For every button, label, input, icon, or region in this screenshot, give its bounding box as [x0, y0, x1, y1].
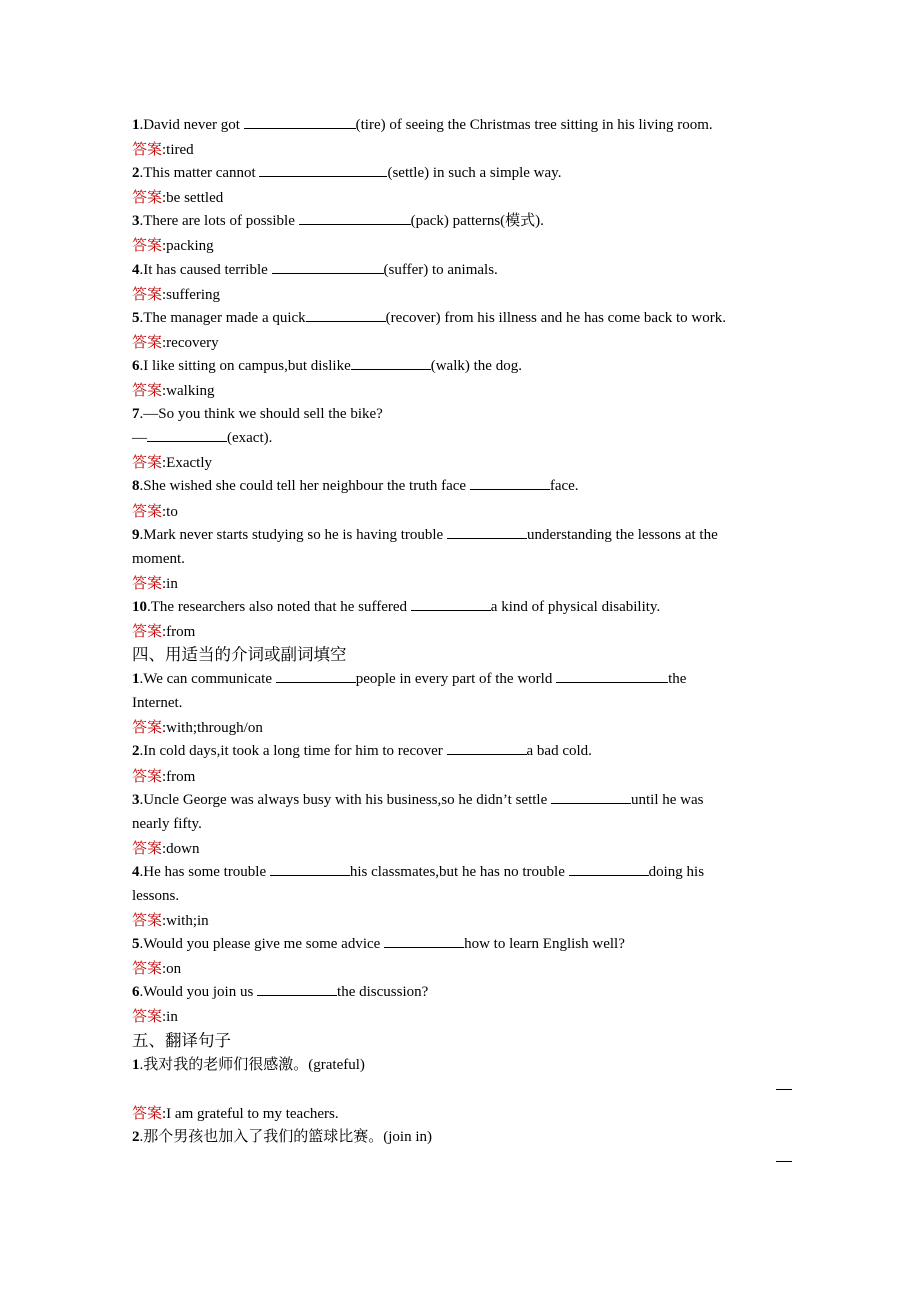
- answer-line: [132, 908, 792, 932]
- answer-text: :in: [162, 575, 178, 592]
- question-text: nearly fifty.: [132, 815, 202, 832]
- question-number: 3: [132, 791, 140, 808]
- answer-label: 答案: [132, 718, 163, 737]
- question-number: 2: [132, 165, 140, 182]
- answer-label: 答案: [132, 381, 163, 400]
- question-number: 6: [132, 357, 140, 374]
- question-text: doing his: [648, 863, 705, 880]
- answer-label: 答案: [132, 284, 163, 303]
- answer-blank: [470, 475, 550, 490]
- answer-line: [132, 619, 792, 643]
- question-text: .Mark never starts studying so he is having trouble: [139, 526, 447, 543]
- answer-label: 答案: [132, 1007, 163, 1026]
- answer-label: 答案: [132, 453, 163, 472]
- answer-blank: [384, 933, 464, 948]
- answer-blank: [259, 162, 387, 177]
- question-line: [132, 523, 792, 547]
- section-heading: 四、用适当的介词或副词填空: [132, 645, 347, 665]
- answer-label: 答案: [132, 766, 163, 785]
- answer-blank: [351, 355, 431, 370]
- answer-blank: [411, 596, 491, 611]
- question-line: [132, 932, 792, 956]
- answer-text: :tired: [162, 142, 194, 159]
- question-line: [132, 1053, 792, 1077]
- question-line: [132, 306, 792, 330]
- answer-label: 答案: [132, 332, 163, 351]
- question-text: .In cold days,it took a long time for him to recover: [139, 743, 447, 760]
- answer-blank: [244, 114, 356, 129]
- question-line: [132, 667, 792, 691]
- answer-line: [132, 715, 792, 739]
- answer-label: 答案: [132, 501, 163, 520]
- question-text: .Would you join us: [139, 984, 258, 1001]
- answer-text: :from: [162, 768, 196, 785]
- question-number: 3: [132, 213, 140, 230]
- question-line: [132, 980, 792, 1004]
- answer-line: [132, 956, 792, 980]
- answer-line: [132, 450, 792, 474]
- question-number: 2: [132, 1128, 140, 1145]
- question-number: 7: [132, 406, 140, 423]
- question-text: .那个男孩也加入了我们的篮球比赛。(join in): [139, 1128, 432, 1145]
- question-text: (recover) from his illness and he has come back to work.: [385, 309, 726, 326]
- question-text: .We can communicate: [139, 671, 276, 688]
- question-text: the discussion?: [337, 984, 429, 1001]
- answer-text: :Exactly: [162, 455, 212, 472]
- question-text: (suffer) to animals.: [383, 261, 498, 278]
- answer-label: 答案: [132, 959, 163, 978]
- question-line: [132, 547, 792, 571]
- answer-writing-line: [132, 1149, 792, 1173]
- question-line: [132, 884, 792, 908]
- answer-blank: [257, 981, 337, 996]
- question-number: 5: [132, 309, 140, 326]
- answer-text: :from: [162, 623, 196, 640]
- answer-line: [132, 378, 792, 402]
- question-text: .—So you think we should sell the bike?: [139, 406, 383, 423]
- question-text: (pack) patterns(模式).: [410, 213, 544, 230]
- question-text: a kind of physical disability.: [490, 598, 661, 615]
- question-number: 1: [132, 1056, 140, 1073]
- question-text: .It has caused terrible: [139, 261, 272, 278]
- question-number: 2: [132, 743, 140, 760]
- question-line: [132, 691, 792, 715]
- answer-text: :with;through/on: [162, 720, 263, 737]
- answer-text: :down: [162, 840, 200, 857]
- question-text: .She wished she could tell her neighbour the truth face: [139, 478, 470, 495]
- question-text: .Uncle George was always busy with his business,so he didn’t settle: [139, 791, 551, 808]
- answer-label: 答案: [132, 621, 163, 640]
- worksheet-page: [132, 113, 792, 1173]
- question-text: (exact).: [227, 430, 273, 447]
- question-text: until he was: [630, 791, 704, 808]
- question-text: .He has some trouble: [139, 863, 270, 880]
- answer-line: [132, 764, 792, 788]
- answer-blank: [569, 861, 649, 876]
- question-text: (settle) in such a simple way.: [387, 165, 562, 182]
- question-line: [132, 161, 792, 185]
- answer-line: [132, 836, 792, 860]
- answer-line: [132, 1004, 792, 1028]
- answer-line: [132, 282, 792, 306]
- line-end-mark: [776, 1161, 792, 1162]
- answer-text: :on: [162, 961, 182, 978]
- answer-text: :packing: [162, 238, 214, 255]
- question-number: 9: [132, 526, 140, 543]
- answer-writing-line: [132, 1077, 792, 1101]
- question-number: 10: [132, 598, 147, 615]
- question-line: [132, 788, 792, 812]
- question-number: 4: [132, 261, 140, 278]
- question-number: 1: [132, 117, 140, 133]
- answer-text: :with;in: [162, 913, 209, 930]
- question-line: [132, 426, 792, 450]
- question-text: .Would you please give me some advice: [139, 936, 385, 953]
- question-text: .This matter cannot: [139, 165, 260, 182]
- answer-label: 答案: [132, 140, 163, 159]
- answer-line: [132, 330, 792, 354]
- question-text: .David never got: [139, 117, 244, 133]
- answer-blank: [306, 307, 386, 322]
- question-number: 5: [132, 936, 140, 953]
- question-text: the: [668, 671, 687, 688]
- answer-text: :I am grateful to my teachers.: [162, 1105, 339, 1122]
- answer-line: [132, 571, 792, 595]
- question-line: [132, 402, 792, 426]
- answer-label: 答案: [132, 1103, 163, 1122]
- question-line: [132, 812, 792, 836]
- question-line: [132, 209, 792, 233]
- question-text: his classmates,but he has no trouble: [349, 863, 569, 880]
- answer-blank: [147, 427, 227, 442]
- answer-text: :be settled: [162, 190, 224, 207]
- answer-text: :recovery: [162, 334, 219, 351]
- answer-text: :to: [162, 503, 178, 520]
- question-text: .The researchers also noted that he suffered: [147, 598, 411, 615]
- question-text: .我对我的老师们很感激。(grateful): [139, 1056, 365, 1073]
- answer-blank: [447, 740, 527, 755]
- question-text: —: [132, 430, 147, 447]
- question-line: [132, 113, 792, 137]
- question-line: [132, 354, 792, 378]
- question-text: how to learn English well?: [464, 936, 625, 953]
- answer-blank: [270, 861, 350, 876]
- answer-blank: [447, 524, 527, 539]
- answer-text: :suffering: [162, 286, 221, 303]
- answer-text: :walking: [162, 383, 215, 400]
- line-end-mark: [776, 1089, 792, 1090]
- question-text: (tire) of seeing the Christmas tree sitting in his living room.: [355, 117, 713, 133]
- answer-blank: [299, 210, 411, 225]
- question-line: [132, 739, 792, 763]
- answer-label: 答案: [132, 188, 163, 207]
- answer-label: 答案: [132, 911, 163, 930]
- question-text: people in every part of the world: [355, 671, 557, 688]
- answer-text: :in: [162, 1009, 178, 1026]
- answer-label: 答案: [132, 573, 163, 592]
- answer-line: [132, 185, 792, 209]
- answer-label: 答案: [132, 838, 163, 857]
- question-text: .The manager made a quick: [139, 309, 306, 326]
- answer-blank: [276, 668, 356, 683]
- question-text: understanding the lessons at the: [526, 526, 718, 543]
- question-number: 6: [132, 984, 140, 1001]
- answer-blank: [556, 668, 668, 683]
- question-line: [132, 258, 792, 282]
- answer-line: [132, 499, 792, 523]
- answer-blank: [551, 789, 631, 804]
- question-text: (walk) the dog.: [430, 357, 522, 374]
- question-text: moment.: [132, 550, 185, 567]
- section-heading: 五、翻译句子: [132, 1030, 231, 1050]
- question-text: .I like sitting on campus,but dislike: [139, 357, 351, 374]
- question-number: 8: [132, 478, 140, 495]
- question-text: face.: [549, 478, 579, 495]
- answer-label: 答案: [132, 236, 163, 255]
- question-number: 4: [132, 863, 140, 880]
- answer-line: [132, 1101, 792, 1125]
- answer-line: [132, 233, 792, 257]
- answer-line: [132, 137, 792, 161]
- question-text: a bad cold.: [526, 743, 592, 760]
- question-text: lessons.: [132, 888, 180, 904]
- question-text: .There are lots of possible: [139, 213, 299, 230]
- question-line: [132, 474, 792, 498]
- question-line: [132, 595, 792, 619]
- question-text: Internet.: [132, 695, 183, 712]
- question-number: 1: [132, 671, 140, 688]
- question-line: [132, 1125, 792, 1149]
- answer-blank: [272, 259, 384, 274]
- question-line: [132, 860, 792, 884]
